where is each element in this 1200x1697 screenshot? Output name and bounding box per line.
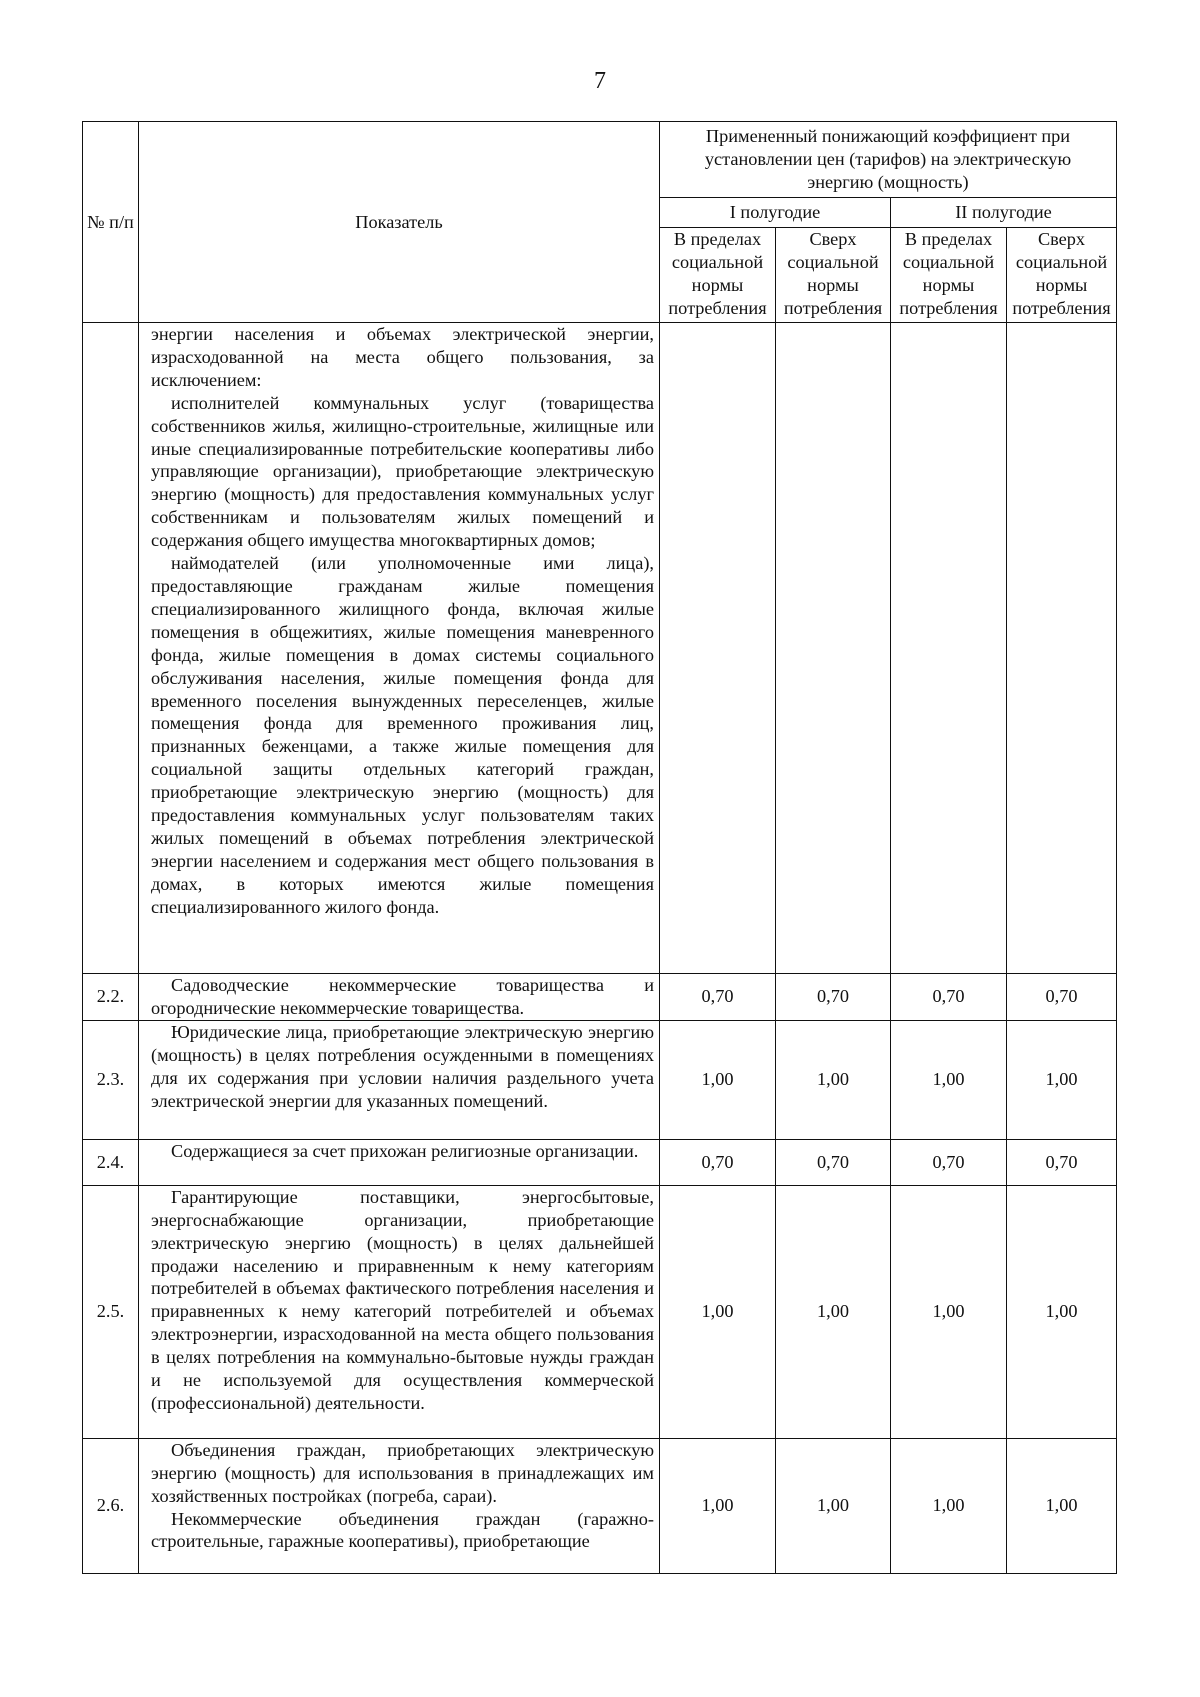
header-half-1: I полугодие	[660, 198, 891, 228]
value-h2-within: 1,00	[891, 1185, 1007, 1438]
header-coefficient-title: Примененный понижающий коэффициент при установлении цен (тарифов) на электрическую энергию (мощность)	[660, 122, 1117, 198]
value-h2-above: 1,00	[1007, 1438, 1117, 1573]
row-number: 2.2.	[83, 974, 139, 1021]
row-number: 2.4.	[83, 1139, 139, 1185]
value-h1-above	[776, 323, 891, 974]
value-h2-within: 0,70	[891, 1139, 1007, 1185]
value-h2-within: 0,70	[891, 974, 1007, 1021]
row-number: 2.6.	[83, 1438, 139, 1573]
value-h2-within: 1,00	[891, 1020, 1007, 1139]
tariff-coefficients-table	[82, 121, 1117, 1574]
header-h1-within: В пределах социальной нормы потребления	[660, 228, 776, 323]
row-indicator	[139, 1139, 660, 1185]
header-num-col: № п/п	[83, 122, 139, 323]
indicator-paragraph: Объединения граждан, приобретающих электрическую энергию (мощность) для использования в принадлежащих им хозяйственных постройках (погреба, сараи).	[151, 1439, 654, 1506]
value-h1-within: 1,00	[660, 1185, 776, 1438]
value-h1-above: 1,00	[776, 1185, 891, 1438]
header-half-2: II полугодие	[891, 198, 1117, 228]
indicator-paragraph: исполнителей коммунальных услуг (товарищества собственников жилья, жилищно-строительные, жилищные или иные специализированные потребительские кооперативы либо управляющие организации), приобретающие электрическую энергию (мощность) для предоставления коммунальных услуг собственникам и пользователям жилых помещений и содержания общего имущества многоквартирных домов;	[151, 392, 654, 551]
indicator-paragraph: Некоммерческие объединения граждан (гаражно-строительные, гаражные кооперативы), приобретающие	[151, 1508, 654, 1552]
value-h1-within: 0,70	[660, 1139, 776, 1185]
value-h2-above	[1007, 323, 1117, 974]
value-h1-above: 1,00	[776, 1438, 891, 1573]
table-row	[83, 1139, 1117, 1185]
value-h2-above: 1,00	[1007, 1185, 1117, 1438]
indicator-paragraph: энергии населения и объемах электрической энергии, израсходованной на места общего пользования, за исключением:	[151, 324, 654, 390]
header-h2-above: Сверх социальной нормы потребления	[1007, 228, 1117, 323]
row-number	[83, 323, 139, 974]
value-h2-within	[891, 323, 1007, 974]
row-indicator	[139, 1438, 660, 1573]
value-h2-within: 1,00	[891, 1438, 1007, 1573]
indicator-paragraph: наймодателей (или уполномоченные ими лица), предоставляющие гражданам жилые помещения специализированного жилищного фонда, включая жилые помещения в общежитиях, жилые помещения маневренного фонда, жилые помещения в домах системы социального обслуживания населения, жилые помещения фонда для временного поселения вынужденных переселенцев, жилые помещения фонда для временного проживания лиц, признанных беженцами, а также жилые помещения для социальной защиты отдельных категорий граждан, приобретающие электрическую энергию (мощность) для предоставления коммунальных услуг пользователям таких жилых помещений в объемах потребления электрической энергии населением и содержания мест общего пользования в домах, в которых имеются жилые помещения специализированного жилого фонда.	[151, 553, 654, 917]
value-h2-above: 0,70	[1007, 974, 1117, 1021]
row-indicator	[139, 1020, 660, 1139]
indicator-paragraph: Гарантирующие поставщики, энергосбытовые, энергоснабжающие организации, приобретающие электрическую энергию (мощность) в целях дальнейшей продажи населению и приравненным к нему категориям потребителей в объемах фактического потребления населения и приравненных к нему категорий потребителей и объемах электроэнергии, израсходованной на места общего пользования в целях потребления на коммунально-бытовые нужды граждан и не используемой для осуществления коммерческой (профессиональной) деятельности.	[151, 1186, 654, 1413]
indicator-paragraph: Садоводческие некоммерческие товарищества и огороднические некоммерческие товарищества.	[151, 975, 654, 1018]
value-h1-above: 1,00	[776, 1020, 891, 1139]
header-h1-above: Сверх социальной нормы потребления	[776, 228, 891, 323]
value-h2-above: 1,00	[1007, 1020, 1117, 1139]
table-row	[83, 323, 1117, 974]
table-row	[83, 1438, 1117, 1573]
row-number: 2.3.	[83, 1020, 139, 1139]
value-h1-within: 1,00	[660, 1438, 776, 1573]
header-h2-within: В пределах социальной нормы потребления	[891, 228, 1007, 323]
value-h1-above: 0,70	[776, 1139, 891, 1185]
row-indicator	[139, 1185, 660, 1438]
row-indicator	[139, 323, 660, 974]
table-row	[83, 1185, 1117, 1438]
indicator-paragraph: Юридические лица, приобретающие электрическую энергию (мощность) в целях потребления осужденными в помещениях для их содержания при условии наличия раздельного учета электрической энергии для указанных помещений.	[151, 1021, 654, 1111]
value-h1-within: 0,70	[660, 974, 776, 1021]
value-h1-within	[660, 323, 776, 974]
table-row	[83, 974, 1117, 1021]
value-h1-above: 0,70	[776, 974, 891, 1021]
row-indicator	[139, 974, 660, 1021]
value-h2-above: 0,70	[1007, 1139, 1117, 1185]
header-indicator-col: Показатель	[139, 122, 660, 323]
indicator-paragraph: Содержащиеся за счет прихожан религиозные организации.	[171, 1140, 639, 1161]
page-number: 7	[594, 68, 606, 94]
row-number: 2.5.	[83, 1185, 139, 1438]
table-row	[83, 1020, 1117, 1139]
value-h1-within: 1,00	[660, 1020, 776, 1139]
